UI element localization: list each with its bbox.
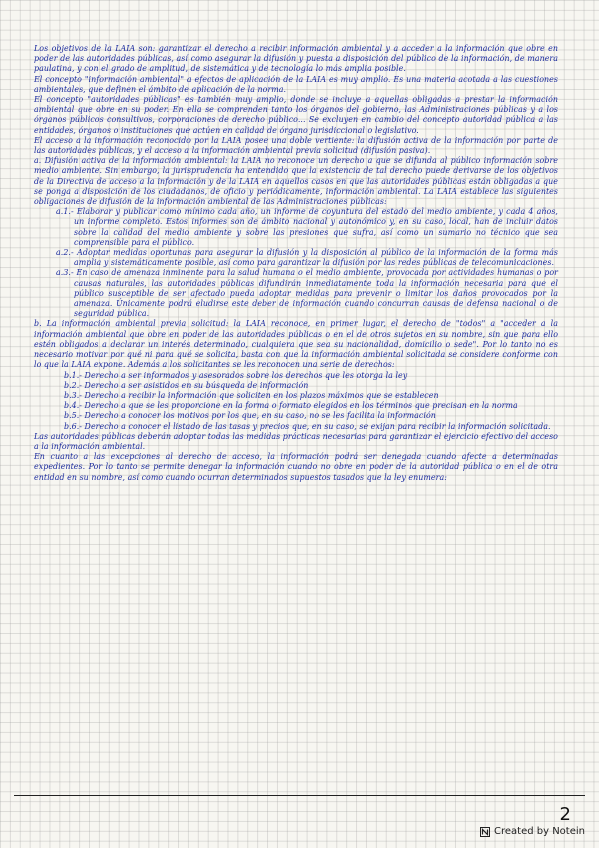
footer-divider xyxy=(14,795,585,796)
footer-brand xyxy=(480,826,585,837)
paragraph-info-on-request: b. La información ambiental previa solicitud: la LAIA reconoce, en primer lugar, el derecho de "todos" a "acceder a la información ambiental que obre en poder de las autoridades públicas o en el de otros sujetos en su nombre, sin que para ello estén obligados a declarar un interés determinado, cualquiera que sea su nacionalidad, domicilio o sede". Por lo tanto no es necesario motivar por qué ni para qué se solicita, basta con que la información ambiental solicitada se considere conforme con lo que la LAIA expone. Además a los solicitantes se les reconocen una serie de derechos: xyxy=(34,319,558,370)
list-item-a2: a.2.- Adoptar medidas oportunas para asegurar la difusión y la disposición al público de la información de la forma más amplia y sistemáticamente posible, así como para garantizar la difusión por las redes públicas de telecomunicaciones. xyxy=(56,248,558,268)
page-number: 2 xyxy=(559,804,571,825)
list-item-b5: b.5.- Derecho a conocer los motivos por los que, en su caso, no se les facilita la información xyxy=(64,411,436,421)
list-item-b1: b.1.- Derecho a ser informados y asesorados sobre los derechos que les otorga la ley xyxy=(64,370,408,380)
paragraph-access-dual-aspect: El acceso a la información reconocido por la LAIA posee una doble vertiente: la difusión activa de la información por parte de las autoridades públicas, y el acceso a la información ambiental previa solicitud (difusión pasiva). xyxy=(34,135,558,156)
list-item-b6: b.6.- Derecho a conocer el listado de las tasas y precios que, en su caso, se exijan para recibir la información solicitada. xyxy=(64,421,551,431)
paragraph-environmental-info-concept: El concepto "información ambiental" a efectos de aplicación de la LAIA es muy amplio. Es una materia acotada a las cuestiones ambientales, que definen el ámbito de aplicación de la norma. xyxy=(34,74,558,94)
paragraph-public-authorities-concept: El concepto "autoridades públicas" es también muy amplio, donde se incluye a aquellas obligadas a prestar la información ambiental que obre en su poder. En ella se comprenden tanto los órganos del gobierno, las Administraciones públicas y a los órganos públicos consultivos, corporaciones de derecho público... Se excluyen en cambio del concepto autoridad pública a las entidades, órganos o instituciones que actúen en calidad de órgano jurisdiccional o legislativo. xyxy=(34,95,558,135)
list-item-b3: b.3.- Derecho a recibir la información que soliciten en los plazos máximos que se establecen xyxy=(64,390,439,400)
paragraph-active-dissemination: a. Difusión activa de la información ambiental: la LAIA no reconoce un derecho a que se difunda al público información sobre medio ambiente. Sin embargo, la jurisprudencia ha entendido que la existencia de tal derecho puede derivarse de los objetivos de la Directiva de acceso a la información y de la LAIA en aquellos casos en que las autoridades públicas están obligadas a que se ponga a disposición de los ciudadanos, de oficio y periódicamente, información ambiental. La LAIA establece las siguientes obligaciones de difusión de la información ambiental de las Administraciones públicas: xyxy=(34,156,558,207)
handwritten-notes xyxy=(34,44,558,483)
list-item-a3: a.3.- En caso de amenaza inminente para la salud humana o el medio ambiente, provocada por actividades humanas o por causas naturales, las autoridades públicas difundirán inmediatamente toda la información necesaria para que el público susceptible de ser afectado pueda adoptar medidas para prevenir o limitar los daños provocados por la amenaza. Únicamente podrá eludirse este deber de información cuando concurran causas de defensa nacional o de seguridad pública. xyxy=(56,268,558,319)
list-item-b2: b.2.- Derecho a ser asistidos en su búsqueda de información xyxy=(64,380,309,390)
list-item-a1: a.1.- Elaborar y publicar como mínimo cada año, un informe de coyuntura del estado del medio ambiente, y cada 4 años, un informe completo. Estos informes son de ámbito nacional y autonómico y, en su caso, local, han de incluir datos sobre la calidad del medio ambiente y sobre las presiones que sufra, así como un sumario no técnico que sea comprensible para el público. xyxy=(56,207,558,247)
paragraph-exceptions: En cuanto a las excepciones al derecho de acceso, la información podrá ser denegada cuando afecte a determinadas expedientes. Por lo tanto se permite denegar la información cuando no obre en poder de la autoridad pública o en el de otra entidad en su nombre, así como cuando ocurran determinados supuestos tasados que la ley enumera: xyxy=(34,452,558,482)
paragraph-practical-measures: Las autoridades públicas deberán adoptar todas las medidas prácticas necesarias para garantizar el ejercicio efectivo del acceso a la información ambiental. xyxy=(34,431,558,451)
paragraph-objectives: Los objetivos de la LAIA son: garantizar el derecho a recibir información ambiental y a acceder a la información que obre en poder de las autoridades públicas, así como asegurar la difusión y puesta a disposición del público de la información, de manera paulatina, y con el grado de amplitud, de sistemática y de tecnología lo más amplia posible. xyxy=(34,44,558,74)
brand-text: Created by Notein xyxy=(494,826,585,837)
notein-logo-icon xyxy=(480,827,490,837)
list-item-b4: b.4.- Derecho a que se les proporcione en la forma o formato elegidos en los términos que precisan en la norma xyxy=(64,401,518,411)
